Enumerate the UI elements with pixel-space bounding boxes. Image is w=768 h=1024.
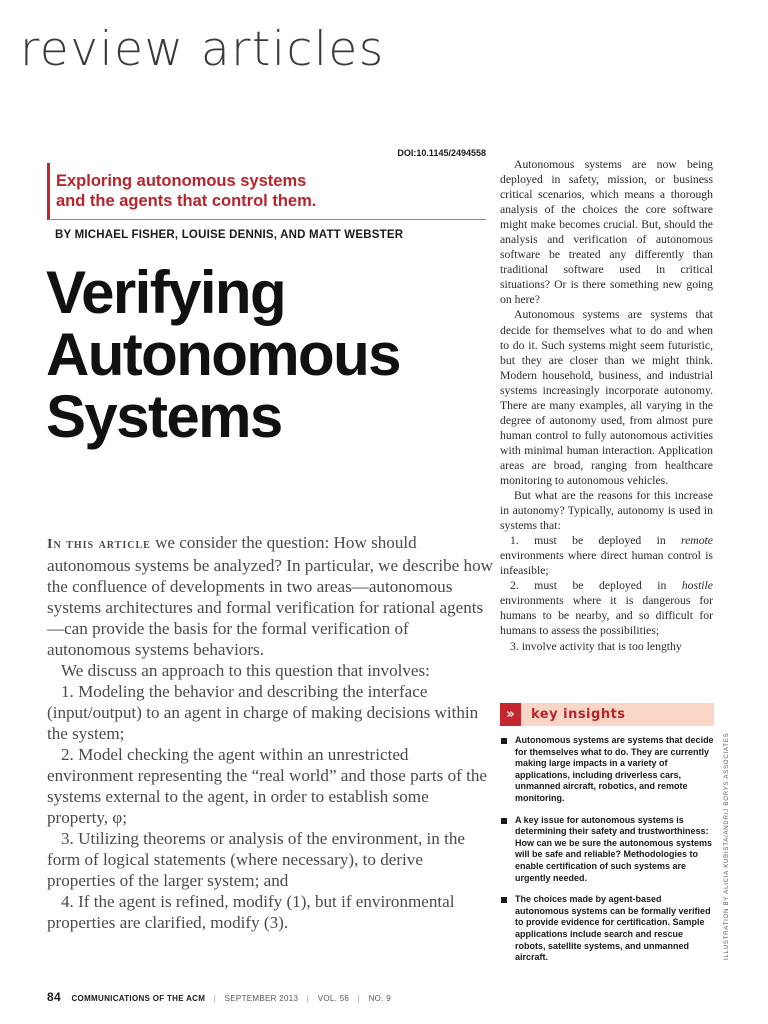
- key-insights-list: [500, 735, 714, 974]
- key-insight-text: A key issue for autonomous systems is determining their safety and trustworthiness: How can we be sure the autonomous systems will be safe and reliable? Methodologies to enable certification of such systems are urgently needed.: [515, 814, 713, 883]
- title-line: Systems: [46, 383, 282, 450]
- page-number: 84: [47, 990, 61, 1004]
- key-insight-item: [500, 815, 714, 885]
- abstract-lead-in: In this article: [47, 537, 151, 552]
- journal-name: COMMUNICATIONS OF THE ACM: [71, 994, 206, 1003]
- body-text: 1. must be deployed in: [510, 534, 681, 548]
- emphasis: remote: [680, 534, 713, 548]
- body-paragraph: But what are the reasons for this increase in autonomy? Typically, autonomy is used in systems that:: [500, 489, 713, 533]
- title-line: Autonomous: [46, 321, 400, 388]
- issue-number: NO. 9: [368, 994, 391, 1003]
- key-insight-item: [500, 735, 714, 805]
- page-footer: [47, 990, 391, 1004]
- issue-date: SEPTEMBER 2013: [224, 994, 299, 1003]
- body-list-item: [500, 533, 713, 578]
- article-title: [46, 259, 400, 450]
- key-insight-text: The choices made by agent-based autonomous systems can be formally verified to provide evidence for certification. Sample applications include search and rescue robots, satellite systems, and unmanned aircraft.: [515, 894, 711, 963]
- deck-line: Exploring autonomous systems: [56, 172, 307, 190]
- abstract-list-item: 4. If the agent is refined, modify (1), but if environmental properties are clarified, modify (3).: [47, 892, 455, 932]
- deck-line: and the agents that control them.: [56, 192, 317, 210]
- key-insight-item: [500, 894, 714, 964]
- body-paragraph: Autonomous systems are systems that decide for themselves what to do and when to do it. Such systems might seem futuristic, but they are closer than we might think. Modern household, business, and industrial systems increasingly incorporate autonomy. There are many examples, all varying in the degree of autonomy used, from almost pure human control to fully autonomous activities with minimal human interaction. Application areas are broad, ranging from healthcare monitoring to autonomous vehicles.: [500, 308, 713, 487]
- body-list-item: [500, 578, 713, 638]
- title-line: Verifying: [46, 259, 286, 326]
- abstract-paragraph: We discuss an approach to this question that involves:: [61, 661, 430, 680]
- divider: |: [357, 994, 361, 1003]
- body-column: [500, 157, 713, 654]
- divider: |: [213, 994, 217, 1003]
- section-heading: review articles: [20, 22, 385, 77]
- abstract-list-item: 1. Modeling the behavior and describing the interface (input/output) to an agent in charge of making decisions within the system;: [47, 682, 479, 743]
- divider: |: [306, 994, 310, 1003]
- body-text: environments where it is dangerous for humans to be nearby, and so difficult for humans to assess the possibilities;: [500, 594, 713, 638]
- chevron-right-icon: »: [500, 703, 521, 726]
- article-deck: [47, 163, 486, 220]
- body-text: 2. must be deployed in: [510, 579, 682, 593]
- illustration-credit: ILLUSTRATION BY ALICIA KUBISTA/ANDRIJ BORYS ASSOCIATES: [724, 732, 730, 960]
- abstract-text: we consider the question: How should autonomous systems be analyzed? In particular, we describe how the confluence of developments in two areas—autonomous systems architectures and formal verification for rational agents—can provide the basis for the formal verification of autonomous systems behaviors.: [47, 533, 493, 659]
- key-insight-text: Autonomous systems are systems that decide for themselves what to do. They are currently making large impacts in a variety of applications, including driverless cars, unmanned aircraft, robotics, and remote monitoring.: [515, 735, 714, 803]
- abstract-list-item: 3. Utilizing theorems or analysis of the environment, in the form of logical statements (where necessary), to derive properties of the larger system; and: [47, 829, 465, 890]
- body-paragraph: Autonomous systems are now being deployed in safety, mission, or business critical scenarios, which means a thorough analysis of the choices the core software might make becomes crucial. But, should the analysis and verification of autonomous software be treated any differently than traditional software used in critical situations? Or is there something new going on here?: [500, 158, 713, 307]
- doi: DOI:10.1145/2494558: [397, 148, 486, 158]
- abstract-list-item: 2. Model checking the agent within an unrestricted environment representing the “real world” and those parts of the systems external to the agent, in order to establish some property, φ;: [47, 745, 488, 827]
- square-bullet-icon: [501, 738, 507, 744]
- body-text: environments where direct human control is infeasible;: [500, 549, 713, 578]
- abstract-intro: [47, 532, 493, 660]
- abstract: [47, 532, 493, 933]
- body-list-item: 3. involve activity that is too lengthy: [510, 639, 682, 653]
- emphasis: hostile: [681, 579, 713, 593]
- key-insights-title: key insights: [531, 707, 626, 722]
- volume: VOL. 56: [317, 994, 350, 1003]
- key-insights-header: [500, 703, 714, 726]
- byline: BY MICHAEL FISHER, LOUISE DENNIS, AND MATT WEBSTER: [55, 229, 404, 241]
- square-bullet-icon: [501, 818, 507, 824]
- square-bullet-icon: [501, 897, 507, 903]
